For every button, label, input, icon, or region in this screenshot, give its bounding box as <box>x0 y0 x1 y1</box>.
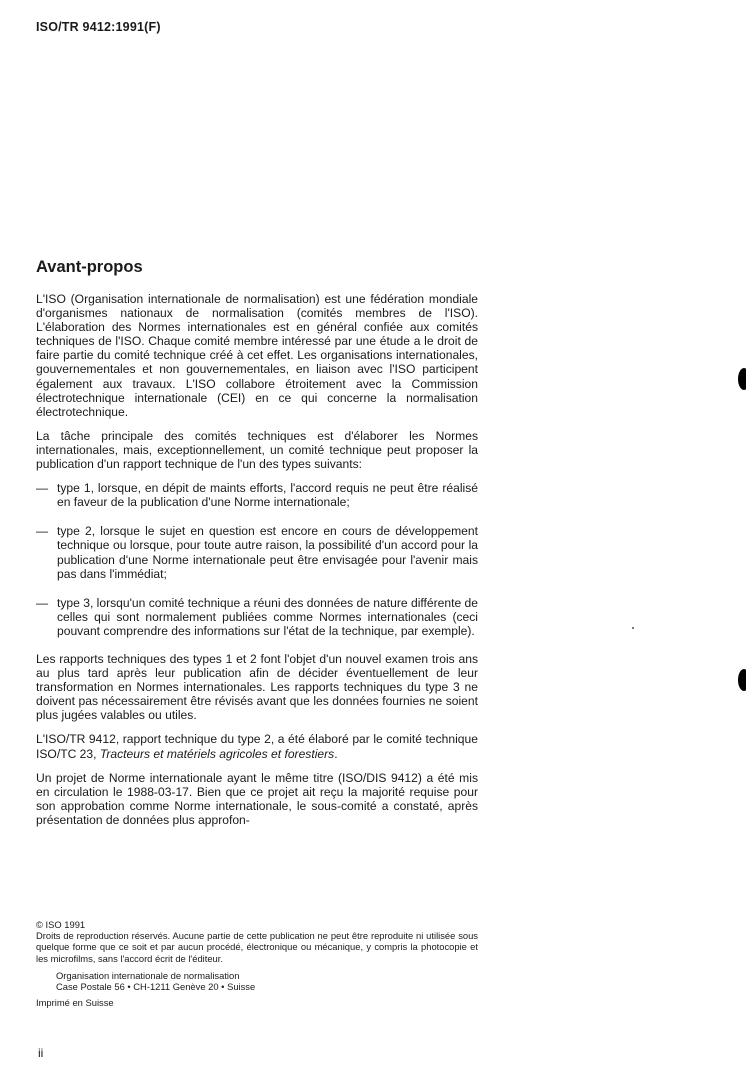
org-name: Organisation internationale de normalisation <box>56 969 240 981</box>
list-item-text: type 2, lorsque le sujet en question est encore en cours de développement technique ou lorsque, pour toute autre raison, la possibilité d'un accord pour la publication d'une Norme internationale peut être envisagée pour l'avenir mais pas dans l'immédiat; <box>57 524 478 581</box>
list-dash: — <box>36 524 49 539</box>
paragraph-tasks: La tâche principale des comités techniques est d'élaborer les Normes internationales, mais, exceptionnellement, un comité technique peut proposer la publication d'un rapport technique de l'un des types suivants: <box>36 428 478 472</box>
printed-in: Imprimé en Suisse <box>36 997 114 1009</box>
copyright-footer <box>36 919 478 1008</box>
page-number: ii <box>38 1046 44 1060</box>
foreword-body <box>36 292 478 837</box>
scan-speck <box>632 627 634 629</box>
list-item <box>36 524 478 580</box>
paragraph-iso-intro: L'ISO (Organisation internationale de normalisation) est une fédération mondiale d'organismes nationaux de normalisation (comités membres de l'ISO). L'élaboration des Normes internationales est en général confiée aux comités techniques de l'ISO. Chaque comité membre intéressé par une étude a le droit de faire partie du comité technique créé à cet effet. Les organisations internationales, gouvernementales et non gouvernementales, en liaison avec l'ISO participent également aux travaux. L'ISO collabore étroitement avec la Commission électrotechnique internationale (CEI) en ce qui concerne la normalisation électrotechnique. <box>36 292 478 419</box>
paragraph-draft: Un projet de Norme internationale ayant le même titre (ISO/DIS 9412) a été mis en circulation le 1988-03-17. Bien que ce projet ait reçu la majorité requise pour son approbation comme Norme internationale, le sous-comité a constaté, après présentation de données plus approfon- <box>36 770 478 827</box>
list-item-text: type 3, lorsqu'un comité technique a réuni des données de nature différente de celles qui sont normalement publiées comme Normes internationales (ceci pouvant comprendre des informations sur l'état de la technique, par exemple). <box>57 595 478 638</box>
paragraph-tr-committee <box>36 732 478 760</box>
rights-statement: Droits de reproduction réservés. Aucune partie de cette publication ne peut être reproduite ni utilisée sous quelque forme que ce soit et par aucun procédé, électronique ou mécanique, y compris la photocopie et les microfilms, sans l'accord écrit de l'éditeur. <box>36 930 478 964</box>
tr-period: . <box>334 746 338 761</box>
copyright-line: © ISO 1991 <box>36 919 86 930</box>
paragraph-review: Les rapports techniques des types 1 et 2 font l'objet d'un nouvel examen trois ans au plus tard après leur publication afin de décider éventuellement de leur transformation en Normes internationales. Les rapports techniques du type 3 ne doivent pas nécessairement être révisés avant que les données fournies ne soient plus jugées valables ou utiles. <box>36 651 478 723</box>
tr-text: L'ISO/TR 9412, rapport technique du type 2, a été élaboré par le comité technique ISO/TC 23, <box>36 732 478 761</box>
report-types-list <box>36 481 478 638</box>
list-dash: — <box>36 481 49 496</box>
binding-hole-mark <box>738 368 746 390</box>
list-dash: — <box>36 595 49 610</box>
org-address: Case Postale 56 • CH-1211 Genève 20 • Suisse <box>56 981 256 993</box>
tr-committee-title: Tracteurs et matériels agricoles et forestiers <box>99 746 335 761</box>
list-item-text: type 1, lorsque, en dépit de maints efforts, l'accord requis ne peut être réalisé en faveur de la publication d'une Norme internationale; <box>57 481 478 510</box>
list-item <box>36 481 478 509</box>
binding-hole-mark <box>738 669 746 691</box>
section-title: Avant-propos <box>36 258 143 276</box>
document-reference: ISO/TR 9412:1991(F) <box>36 20 161 34</box>
list-item <box>36 596 478 638</box>
